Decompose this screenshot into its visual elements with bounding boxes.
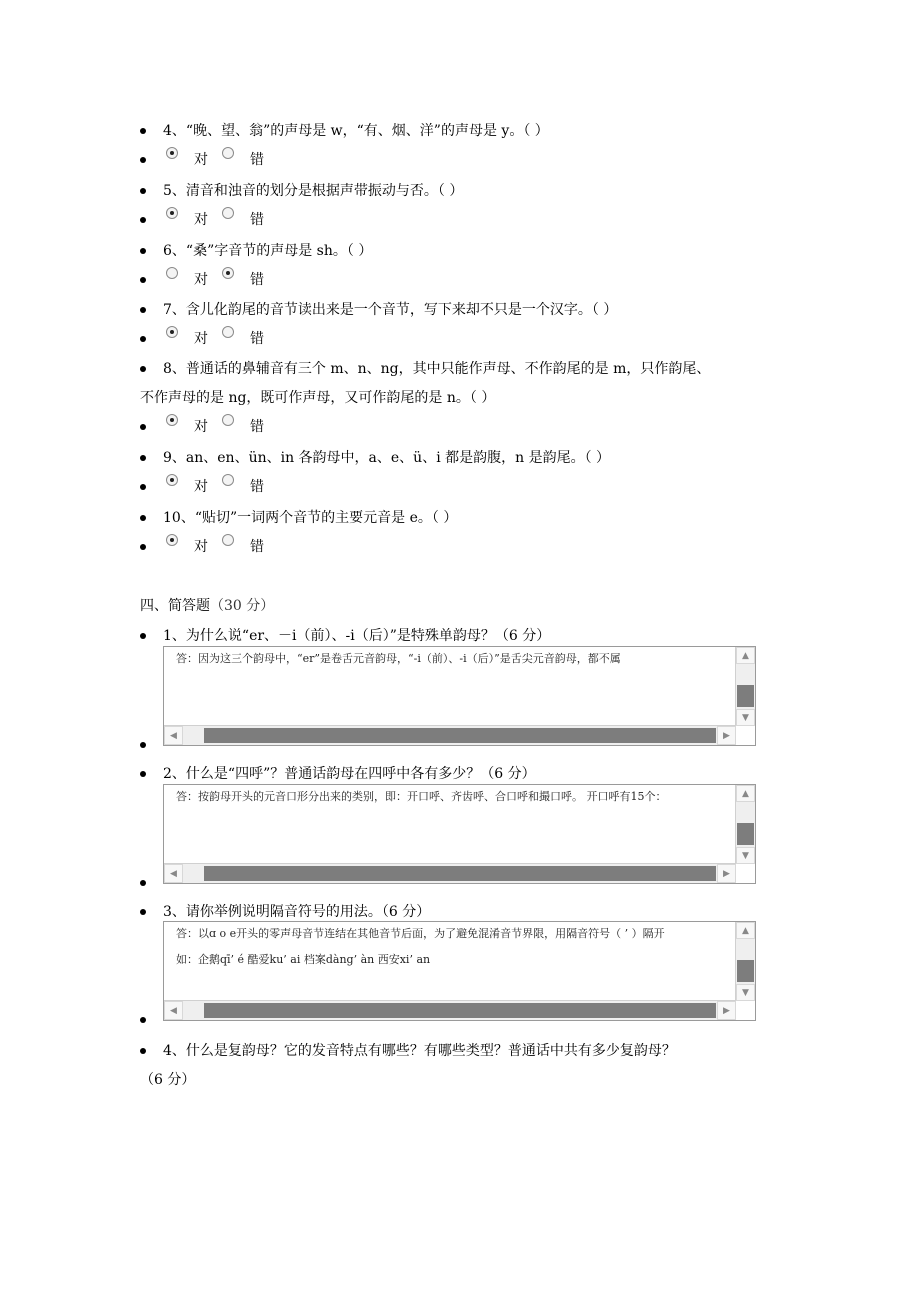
horizontal-scroll-thumb[interactable] bbox=[204, 1003, 716, 1018]
bullet bbox=[140, 909, 146, 915]
scroll-left-arrow-icon[interactable]: ◀ bbox=[164, 1001, 183, 1020]
bullet bbox=[140, 366, 146, 372]
scrollbar-corner bbox=[736, 726, 755, 745]
bullet bbox=[140, 336, 146, 342]
section-title bbox=[140, 598, 274, 614]
bullet bbox=[140, 157, 146, 163]
option-correct-label: 对 bbox=[194, 419, 208, 435]
scroll-right-arrow-icon[interactable]: ▶ bbox=[717, 864, 736, 883]
bullet bbox=[140, 424, 146, 430]
bullet bbox=[140, 277, 146, 283]
bullet bbox=[140, 484, 146, 490]
option-wrong-label: 错 bbox=[250, 539, 264, 555]
bullet bbox=[140, 1017, 146, 1023]
radio-wrong-q4[interactable] bbox=[222, 147, 234, 159]
radio-wrong-q6[interactable] bbox=[222, 267, 234, 279]
short-question-2-text: 2、什么是“四呼”？普通话韵母在四呼中各有多少？（6 分） bbox=[163, 766, 536, 782]
question-10-text: 10、“贴切”一词两个音节的主要元音是 e。（ ） bbox=[163, 510, 458, 526]
answer-1-content bbox=[176, 652, 733, 678]
bullet bbox=[140, 742, 146, 748]
question-7-text: 7、含儿化韵尾的音节读出来是一个音节，写下来却不只是一个汉字。（ ） bbox=[163, 302, 618, 318]
bullet bbox=[140, 515, 146, 521]
bullet bbox=[140, 771, 146, 777]
question-8-text: 8、普通话的鼻辅音有三个 m、n、ng，其中只能作声母、不作韵尾的是 m，只作韵尾、 bbox=[163, 361, 711, 377]
scrollbar-corner bbox=[736, 864, 755, 883]
radio-correct-q5[interactable] bbox=[166, 207, 178, 219]
radio-correct-q6[interactable] bbox=[166, 267, 178, 279]
option-wrong-label: 错 bbox=[250, 479, 264, 495]
scroll-down-arrow-icon[interactable]: ▼ bbox=[736, 847, 755, 864]
bullet bbox=[140, 544, 146, 550]
option-correct-label: 对 bbox=[194, 479, 208, 495]
answer-textarea-1[interactable] bbox=[163, 646, 756, 746]
question-5-text: 5、清音和浊音的划分是根据声带振动与否。（ ） bbox=[163, 183, 464, 199]
question-4-text: 4、“晚、望、翁”的声母是 w，“有、烟、洋”的声母是 y。（ ） bbox=[163, 123, 549, 139]
horizontal-scroll-thumb[interactable] bbox=[204, 728, 716, 743]
bullet bbox=[140, 128, 146, 134]
horizontal-scrollbar[interactable] bbox=[164, 863, 736, 883]
scroll-up-arrow-icon[interactable]: ▲ bbox=[736, 922, 755, 939]
radio-wrong-q10[interactable] bbox=[222, 534, 234, 546]
section-title-text: 四、简答题 bbox=[140, 598, 210, 614]
answer-2-line: 答：按韵母开头的元音口形分出来的类别，即：开口呼、齐齿呼、合口呼和撮口呼。 开口呼有15个： bbox=[176, 790, 667, 803]
radio-correct-q9[interactable] bbox=[166, 474, 178, 486]
vertical-scrollbar[interactable] bbox=[735, 922, 755, 1001]
option-wrong-label: 错 bbox=[250, 419, 264, 435]
radio-correct-q7[interactable] bbox=[166, 326, 178, 338]
scroll-right-arrow-icon[interactable]: ▶ bbox=[717, 726, 736, 745]
bullet bbox=[140, 455, 146, 461]
horizontal-scroll-thumb[interactable] bbox=[204, 866, 716, 881]
short-question-4-text-line2: （6 分） bbox=[140, 1072, 196, 1088]
radio-correct-q4[interactable] bbox=[166, 147, 178, 159]
answer-1-line: 答：因为这三个韵母中，“er”是卷舌元音韵母，“-i（前）、-i（后）”是舌尖元音韵母，都不属 bbox=[176, 652, 621, 665]
option-wrong-label: 错 bbox=[250, 152, 264, 168]
bullet bbox=[140, 1048, 146, 1054]
option-correct-label: 对 bbox=[194, 152, 208, 168]
question-6-text: 6、“桑”字音节的声母是 sh。（ ） bbox=[163, 243, 373, 259]
vertical-scrollbar[interactable] bbox=[735, 785, 755, 864]
answer-3-line-2: 如：企鹅qī’ é 酷爱ku’ ai 档案dàng’ àn 西安xi’ an bbox=[176, 953, 431, 966]
option-correct-label: 对 bbox=[194, 212, 208, 228]
vertical-scrollbar[interactable] bbox=[735, 647, 755, 726]
option-correct-label: 对 bbox=[194, 272, 208, 288]
short-question-3-text: 3、请你举例说明隔音符号的用法。（6 分） bbox=[163, 904, 431, 920]
option-correct-label: 对 bbox=[194, 539, 208, 555]
radio-wrong-q9[interactable] bbox=[222, 474, 234, 486]
scroll-left-arrow-icon[interactable]: ◀ bbox=[164, 864, 183, 883]
scroll-down-arrow-icon[interactable]: ▼ bbox=[736, 984, 755, 1001]
radio-correct-q10[interactable] bbox=[166, 534, 178, 546]
answer-3-content bbox=[176, 927, 733, 979]
option-correct-label: 对 bbox=[194, 331, 208, 347]
section-score: （30 分） bbox=[210, 598, 275, 614]
bullet bbox=[140, 880, 146, 886]
question-8-text-line2: 不作声母的是 ng，既可作声母，又可作韵尾的是 n。（ ） bbox=[140, 390, 496, 406]
scroll-up-arrow-icon[interactable]: ▲ bbox=[736, 785, 755, 802]
bullet bbox=[140, 248, 146, 254]
answer-3-line-1: 答：以ɑ o e开头的零声母音节连结在其他音节后面，为了避免混淆音节界限，用隔音符号（ ’ ）隔开 bbox=[176, 927, 665, 940]
short-question-4-text: 4、什么是复韵母？它的发音特点有哪些？有哪些类型？普通话中共有多少复韵母？ bbox=[163, 1043, 676, 1059]
radio-wrong-q8[interactable] bbox=[222, 414, 234, 426]
bullet bbox=[140, 633, 146, 639]
radio-wrong-q5[interactable] bbox=[222, 207, 234, 219]
scroll-left-arrow-icon[interactable]: ◀ bbox=[164, 726, 183, 745]
radio-wrong-q7[interactable] bbox=[222, 326, 234, 338]
bullet bbox=[140, 188, 146, 194]
scroll-thumb[interactable] bbox=[737, 960, 754, 982]
scrollbar-corner bbox=[736, 1001, 755, 1020]
option-wrong-label: 错 bbox=[250, 272, 264, 288]
option-wrong-label: 错 bbox=[250, 212, 264, 228]
scroll-right-arrow-icon[interactable]: ▶ bbox=[717, 1001, 736, 1020]
scroll-thumb[interactable] bbox=[737, 823, 754, 845]
scroll-thumb[interactable] bbox=[737, 685, 754, 707]
answer-2-content bbox=[176, 790, 733, 816]
bullet bbox=[140, 217, 146, 223]
horizontal-scrollbar[interactable] bbox=[164, 1000, 736, 1020]
question-9-text: 9、an、en、ün、in 各韵母中，a、e、ü、i 都是韵腹，n 是韵尾。（ ） bbox=[163, 450, 611, 466]
option-wrong-label: 错 bbox=[250, 331, 264, 347]
horizontal-scrollbar[interactable] bbox=[164, 725, 736, 745]
radio-correct-q8[interactable] bbox=[166, 414, 178, 426]
bullet bbox=[140, 307, 146, 313]
short-question-1-text: 1、为什么说“er、－i（前）、-i（后）”是特殊单韵母？（6 分） bbox=[163, 628, 551, 644]
answer-textarea-3[interactable] bbox=[163, 921, 756, 1021]
answer-textarea-2[interactable] bbox=[163, 784, 756, 884]
scroll-up-arrow-icon[interactable]: ▲ bbox=[736, 647, 755, 664]
scroll-down-arrow-icon[interactable]: ▼ bbox=[736, 709, 755, 726]
